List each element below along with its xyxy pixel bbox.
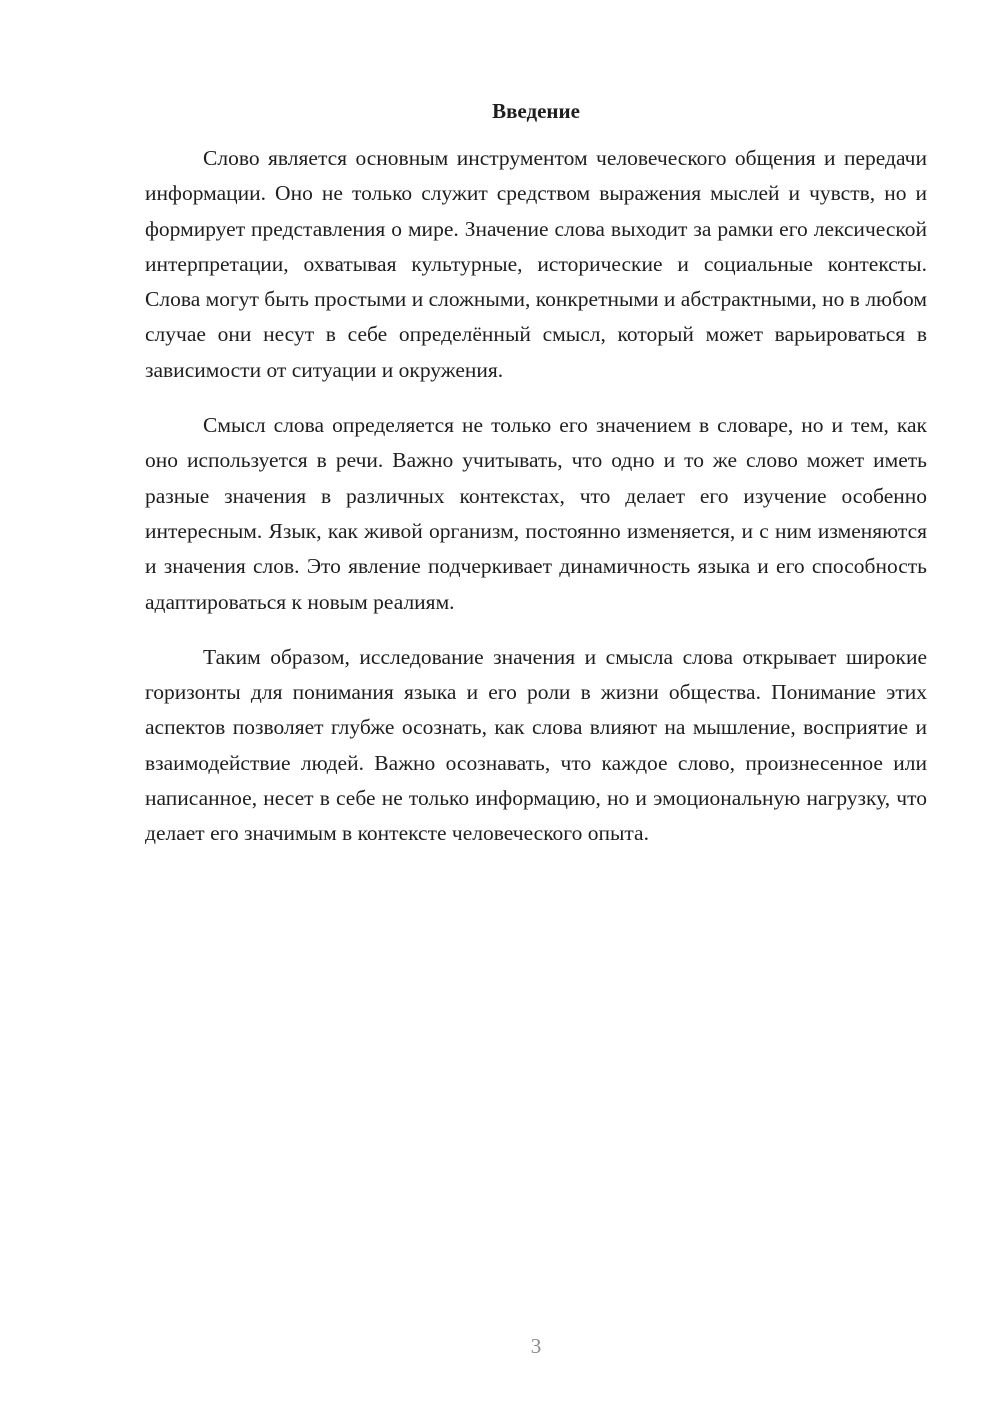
body-text xyxy=(145,141,927,872)
page-number: 3 xyxy=(530,1334,542,1358)
paragraph-1: Слово является основным инструментом человеческого общения и передачи информации. Оно не только служит средством выражения мыслей и чувств, но и формирует представления о мире. Значение слова выходит за рамки его лексической интерпретации, охватывая культурные, исторические и социальные контексты. Слова могут быть простыми и сложными, конкретными и абстрактными, но в любом случае они несут в себе определённый смысл, который может варьироваться в зависимости от ситуации и окружения. xyxy=(145,146,927,382)
paragraph-2: Смысл слова определяется не только его значением в словаре, но и тем, как оно используется в речи. Важно учитывать, что одно и то же слово может иметь разные значения в различных контекстах, что делает его изучение особенно интересным. Язык, как живой организм, постоянно изменяется, и с ним изменяются и значения слов. Это явление подчеркивает динамичность языка и его способность адаптироваться к новым реалиям. xyxy=(145,413,927,614)
page-title: Введение xyxy=(492,99,580,123)
paragraph-3: Таким образом, исследование значения и смысла слова открывает широкие горизонты для понимания языка и его роли в жизни общества. Понимание этих аспектов позволяет глубже осознать, как слова влияют на мышление, восприятие и взаимодействие людей. Важно осознавать, что каждое слово, произнесенное или написанное, несет в себе не только информацию, но и эмоциональную нагрузку, что делает его значимым в контексте человеческого опыта. xyxy=(145,644,927,846)
